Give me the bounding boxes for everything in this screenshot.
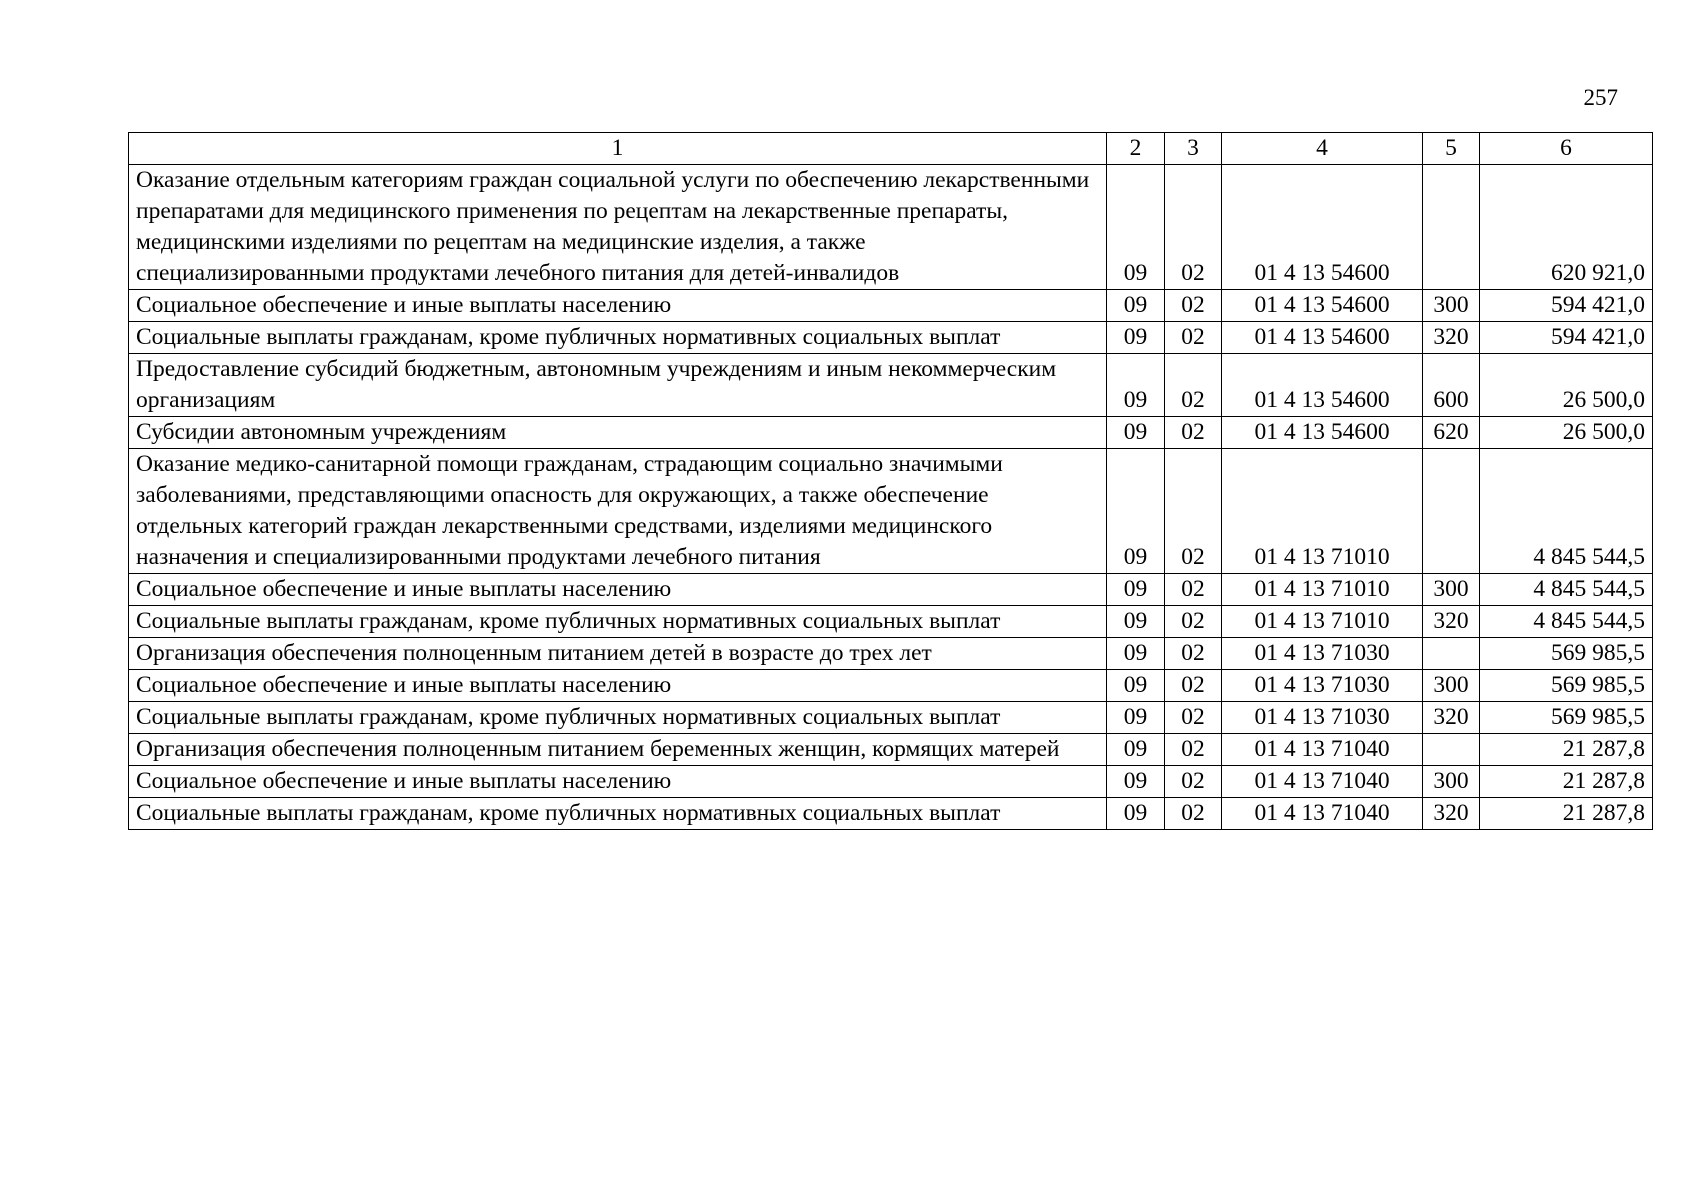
target-article-code: 01 4 13 71010 <box>1222 606 1423 638</box>
expense-type-code: 300 <box>1423 290 1480 322</box>
target-article-code: 01 4 13 71010 <box>1222 449 1423 574</box>
section-code: 09 <box>1107 574 1165 606</box>
target-article-code: 01 4 13 71040 <box>1222 734 1423 766</box>
target-article-code: 01 4 13 54600 <box>1222 354 1423 417</box>
section-code: 09 <box>1107 766 1165 798</box>
subsection-code: 02 <box>1165 702 1222 734</box>
amount: 4 845 544,5 <box>1480 606 1653 638</box>
table-row <box>129 638 1653 670</box>
expense-type-code: 320 <box>1423 702 1480 734</box>
row-name: Социальные выплаты гражданам, кроме публичных нормативных социальных выплат <box>129 606 1107 638</box>
column-header: 4 <box>1222 133 1423 165</box>
subsection-code: 02 <box>1165 798 1222 830</box>
amount: 620 921,0 <box>1480 165 1653 290</box>
amount: 594 421,0 <box>1480 290 1653 322</box>
table-row <box>129 734 1653 766</box>
expense-type-code: 320 <box>1423 798 1480 830</box>
section-code: 09 <box>1107 702 1165 734</box>
row-name: Социальное обеспечение и иные выплаты населению <box>129 670 1107 702</box>
table-row <box>129 798 1653 830</box>
column-header: 2 <box>1107 133 1165 165</box>
table-row <box>129 165 1653 290</box>
table-row <box>129 417 1653 449</box>
subsection-code: 02 <box>1165 574 1222 606</box>
table-row <box>129 574 1653 606</box>
row-name: Социальное обеспечение и иные выплаты населению <box>129 766 1107 798</box>
amount: 594 421,0 <box>1480 322 1653 354</box>
table-row <box>129 702 1653 734</box>
expense-type-code: 620 <box>1423 417 1480 449</box>
amount: 4 845 544,5 <box>1480 449 1653 574</box>
column-header: 6 <box>1480 133 1653 165</box>
section-code: 09 <box>1107 417 1165 449</box>
row-name: Социальные выплаты гражданам, кроме публичных нормативных социальных выплат <box>129 702 1107 734</box>
expense-type-code <box>1423 449 1480 574</box>
subsection-code: 02 <box>1165 670 1222 702</box>
row-name: Социальные выплаты гражданам, кроме публичных нормативных социальных выплат <box>129 798 1107 830</box>
expense-type-code: 320 <box>1423 322 1480 354</box>
table-row <box>129 354 1653 417</box>
row-name: Субсидии автономным учреждениям <box>129 417 1107 449</box>
row-name: Оказание отдельным категориям граждан социальной услуги по обеспечению лекарственными препаратами для медицинского применения по рецептам на лекарственные препараты, медицинскими изделиями по рецептам на медицинские изделия, а также специализированными продуктами лечебного питания для детей-инвалидов <box>129 165 1107 290</box>
section-code: 09 <box>1107 322 1165 354</box>
target-article-code: 01 4 13 71010 <box>1222 574 1423 606</box>
subsection-code: 02 <box>1165 449 1222 574</box>
column-header: 5 <box>1423 133 1480 165</box>
row-name: Социальное обеспечение и иные выплаты населению <box>129 574 1107 606</box>
section-code: 09 <box>1107 449 1165 574</box>
table-header-row <box>129 133 1653 165</box>
expense-type-code <box>1423 165 1480 290</box>
subsection-code: 02 <box>1165 165 1222 290</box>
expense-type-code: 320 <box>1423 606 1480 638</box>
expense-type-code: 300 <box>1423 766 1480 798</box>
amount: 4 845 544,5 <box>1480 574 1653 606</box>
expense-type-code: 300 <box>1423 670 1480 702</box>
section-code: 09 <box>1107 670 1165 702</box>
amount: 569 985,5 <box>1480 702 1653 734</box>
subsection-code: 02 <box>1165 734 1222 766</box>
amount: 26 500,0 <box>1480 417 1653 449</box>
expense-type-code <box>1423 638 1480 670</box>
amount: 21 287,8 <box>1480 766 1653 798</box>
row-name: Организация обеспечения полноценным питанием беременных женщин, кормящих матерей <box>129 734 1107 766</box>
amount: 569 985,5 <box>1480 638 1653 670</box>
section-code: 09 <box>1107 290 1165 322</box>
target-article-code: 01 4 13 71030 <box>1222 702 1423 734</box>
table-row <box>129 290 1653 322</box>
target-article-code: 01 4 13 71040 <box>1222 766 1423 798</box>
row-name: Оказание медико-санитарной помощи гражданам, страдающим социально значимыми заболеваниями, представляющими опасность для окружающих, а также обеспечение отдельных категорий граждан лекарственными средствами, изделиями медицинского назначения и специализированными продуктами лечебного питания <box>129 449 1107 574</box>
subsection-code: 02 <box>1165 322 1222 354</box>
target-article-code: 01 4 13 54600 <box>1222 322 1423 354</box>
row-name: Социальное обеспечение и иные выплаты населению <box>129 290 1107 322</box>
subsection-code: 02 <box>1165 638 1222 670</box>
target-article-code: 01 4 13 54600 <box>1222 290 1423 322</box>
expense-type-code <box>1423 734 1480 766</box>
budget-table <box>128 132 1653 830</box>
target-article-code: 01 4 13 54600 <box>1222 165 1423 290</box>
amount: 569 985,5 <box>1480 670 1653 702</box>
target-article-code: 01 4 13 54600 <box>1222 417 1423 449</box>
subsection-code: 02 <box>1165 290 1222 322</box>
page-number: 257 <box>1583 85 1618 110</box>
subsection-code: 02 <box>1165 354 1222 417</box>
amount: 21 287,8 <box>1480 798 1653 830</box>
row-name: Социальные выплаты гражданам, кроме публичных нормативных социальных выплат <box>129 322 1107 354</box>
section-code: 09 <box>1107 638 1165 670</box>
expense-type-code: 300 <box>1423 574 1480 606</box>
table-row <box>129 670 1653 702</box>
table-row <box>129 322 1653 354</box>
row-name: Предоставление субсидий бюджетным, автономным учреждениям и иным некоммерческим организациям <box>129 354 1107 417</box>
target-article-code: 01 4 13 71040 <box>1222 798 1423 830</box>
subsection-code: 02 <box>1165 606 1222 638</box>
subsection-code: 02 <box>1165 766 1222 798</box>
section-code: 09 <box>1107 165 1165 290</box>
column-header: 3 <box>1165 133 1222 165</box>
expense-type-code: 600 <box>1423 354 1480 417</box>
row-name: Организация обеспечения полноценным питанием детей в возрасте до трех лет <box>129 638 1107 670</box>
subsection-code: 02 <box>1165 417 1222 449</box>
section-code: 09 <box>1107 354 1165 417</box>
table-row <box>129 606 1653 638</box>
section-code: 09 <box>1107 798 1165 830</box>
amount: 21 287,8 <box>1480 734 1653 766</box>
section-code: 09 <box>1107 734 1165 766</box>
target-article-code: 01 4 13 71030 <box>1222 638 1423 670</box>
amount: 26 500,0 <box>1480 354 1653 417</box>
column-header: 1 <box>129 133 1107 165</box>
target-article-code: 01 4 13 71030 <box>1222 670 1423 702</box>
table-row <box>129 449 1653 574</box>
section-code: 09 <box>1107 606 1165 638</box>
table-row <box>129 766 1653 798</box>
